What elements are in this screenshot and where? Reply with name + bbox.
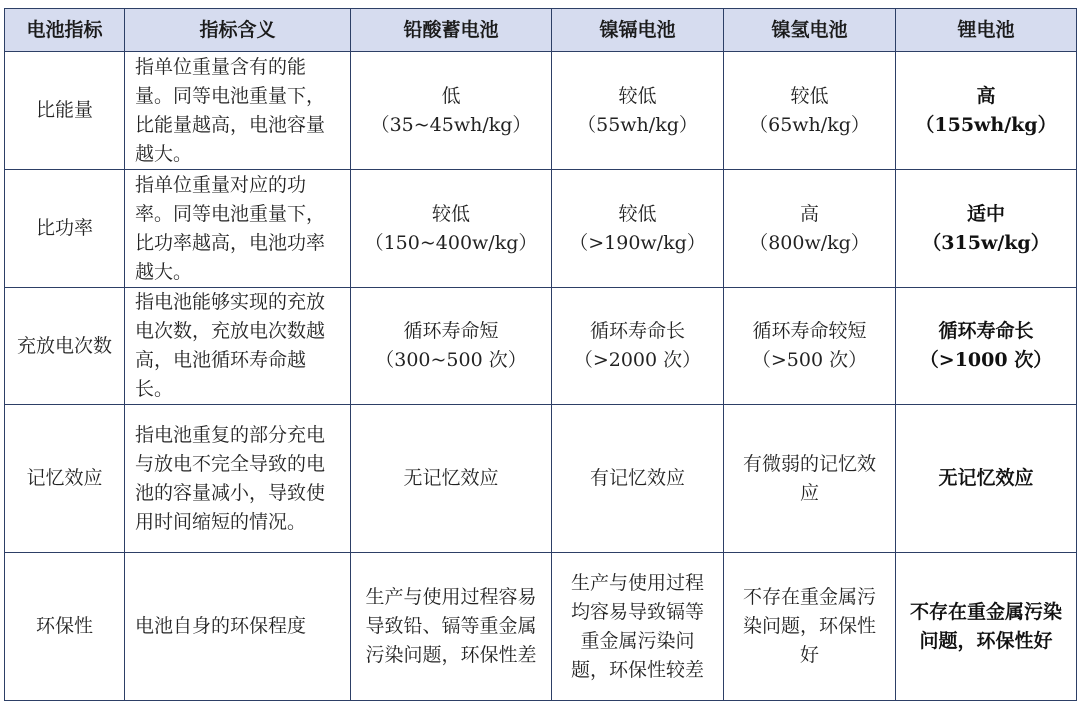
indicator-cell: 记忆效应 [5,405,125,553]
table-row [5,170,1077,288]
value-sub: （55wh/kg） [577,113,698,136]
value-main: 较低 [618,84,657,107]
battery-comparison-table-wrap [4,8,1077,701]
value-sub: （>1000 次） [919,349,1053,371]
value-sub: （>2000 次） [573,349,702,371]
nicd-cell [552,170,724,288]
value-sub: （150~400w/kg） [364,231,538,254]
value-sub: （35~45wh/kg） [370,113,532,136]
lithium-cell [896,52,1077,170]
value-main: 较低 [618,202,657,225]
value-main: 高 [976,84,996,107]
value-sub: （800w/kg） [749,231,870,254]
meaning-cell: 指电池能够实现的充放电次数，充放电次数越高，电池循环寿命越长。 [125,288,351,405]
value-main: 循环寿命短 [403,320,499,342]
header-nimh: 镍氢电池 [724,9,896,52]
lead-acid-cell: 生产与使用过程容易导致铅、镉等重金属污染问题，环保性差 [351,553,552,701]
value-main: 循环寿命长 [938,320,1034,342]
table-row [5,288,1077,405]
lead-acid-cell: 无记忆效应 [351,405,552,553]
nimh-cell [724,52,896,170]
value-sub: （>500 次） [751,349,868,371]
header-meaning: 指标含义 [125,9,351,52]
value-sub: （315w/kg） [922,231,1050,254]
value-sub: （65wh/kg） [749,113,870,136]
lithium-cell: 不存在重金属污染问题，环保性好 [896,553,1077,701]
header-indicator: 电池指标 [5,9,125,52]
indicator-cell: 充放电次数 [5,288,125,405]
lead-acid-cell [351,52,552,170]
nimh-cell: 不存在重金属污染问题，环保性好 [724,553,896,701]
lead-acid-cell [351,288,552,405]
lithium-cell [896,288,1077,405]
nicd-cell: 生产与使用过程均容易导致镉等重金属污染问题，环保性较差 [552,553,724,701]
value-main: 循环寿命较短 [752,320,867,342]
nimh-cell [724,170,896,288]
value-sub: （300~500 次） [375,349,527,371]
header-lithium: 锂电池 [896,9,1077,52]
meaning-cell: 电池自身的环保程度 [125,553,351,701]
header-row [5,9,1077,52]
lithium-cell: 无记忆效应 [896,405,1077,553]
value-sub: （155wh/kg） [915,113,1057,136]
value-main: 较低 [790,84,829,107]
value-main: 高 [799,202,819,225]
meaning-cell: 指电池重复的部分充电与放电不完全导致的电池的容量减小，导致使用时间缩短的情况。 [125,405,351,553]
indicator-cell: 比功率 [5,170,125,288]
nicd-cell [552,288,724,405]
indicator-cell: 比能量 [5,52,125,170]
header-lead-acid: 铅酸蓄电池 [351,9,552,52]
value-main: 较低 [431,202,470,225]
meaning-cell: 指单位重量含有的能量。同等电池重量下，比能量越高，电池容量越大。 [125,52,351,170]
nicd-cell: 有记忆效应 [552,405,724,553]
value-main: 低 [441,84,461,107]
table-row [5,52,1077,170]
lithium-cell [896,170,1077,288]
nicd-cell [552,52,724,170]
header-nicd: 镍镉电池 [552,9,724,52]
nimh-cell [724,288,896,405]
value-main: 循环寿命长 [589,320,685,342]
table-row [5,553,1077,701]
indicator-cell: 环保性 [5,553,125,701]
battery-comparison-table [4,8,1077,701]
value-sub: （>190w/kg） [569,231,706,254]
value-main: 适中 [966,202,1005,225]
meaning-cell: 指单位重量对应的功率。同等电池重量下，比功率越高，电池功率越大。 [125,170,351,288]
lead-acid-cell [351,170,552,288]
table-row [5,405,1077,553]
nimh-cell: 有微弱的记忆效应 [724,405,896,553]
